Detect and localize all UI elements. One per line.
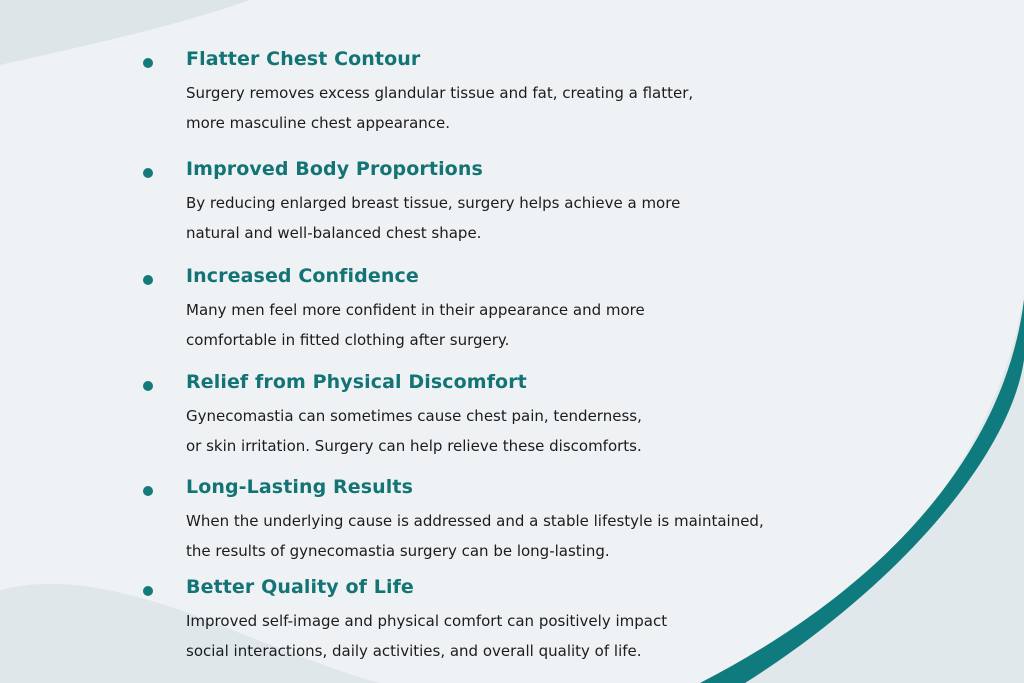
benefit-description xyxy=(186,78,693,138)
description-line: Surgery removes excess glandular tissue and fat, creating a flatter, xyxy=(186,84,694,102)
bullet-dot xyxy=(143,168,153,178)
bullet-dot xyxy=(143,486,153,496)
benefit-title: Increased Confidence xyxy=(186,265,419,287)
benefit-title: Improved Body Proportions xyxy=(186,158,483,180)
description-line: Gynecomastia can sometimes cause chest pain, tenderness, xyxy=(186,407,642,425)
description-line: social interactions, daily activities, and overall quality of life. xyxy=(186,642,642,660)
description-line: By reducing enlarged breast tissue, surgery helps achieve a more xyxy=(186,194,681,212)
benefit-description xyxy=(186,606,667,666)
description-line: comfortable in fitted clothing after surgery. xyxy=(186,331,510,349)
description-line: Improved self-image and physical comfort can positively impact xyxy=(186,612,668,630)
description-line: Many men feel more confident in their appearance and more xyxy=(186,301,645,319)
benefit-description xyxy=(186,506,764,566)
bullet-dot xyxy=(143,586,153,596)
bullet-dot xyxy=(143,275,153,285)
benefit-title: Long-Lasting Results xyxy=(186,476,414,498)
description-line: or skin irritation. Surgery can help relieve these discomforts. xyxy=(186,437,642,455)
description-line: more masculine chest appearance. xyxy=(186,114,451,132)
benefit-description xyxy=(186,401,642,461)
description-line: the results of gynecomastia surgery can be long-lasting. xyxy=(186,542,610,560)
benefit-title: Relief from Physical Discomfort xyxy=(186,371,527,393)
description-line: When the underlying cause is addressed and a stable lifestyle is maintained, xyxy=(186,512,764,530)
description-line: natural and well-balanced chest shape. xyxy=(186,224,482,242)
bullet-dot xyxy=(143,58,153,68)
benefit-title: Flatter Chest Contour xyxy=(186,48,421,70)
benefit-description xyxy=(186,188,680,248)
benefit-title: Better Quality of Life xyxy=(186,576,414,598)
bullet-dot xyxy=(143,381,153,391)
benefit-description xyxy=(186,295,645,355)
